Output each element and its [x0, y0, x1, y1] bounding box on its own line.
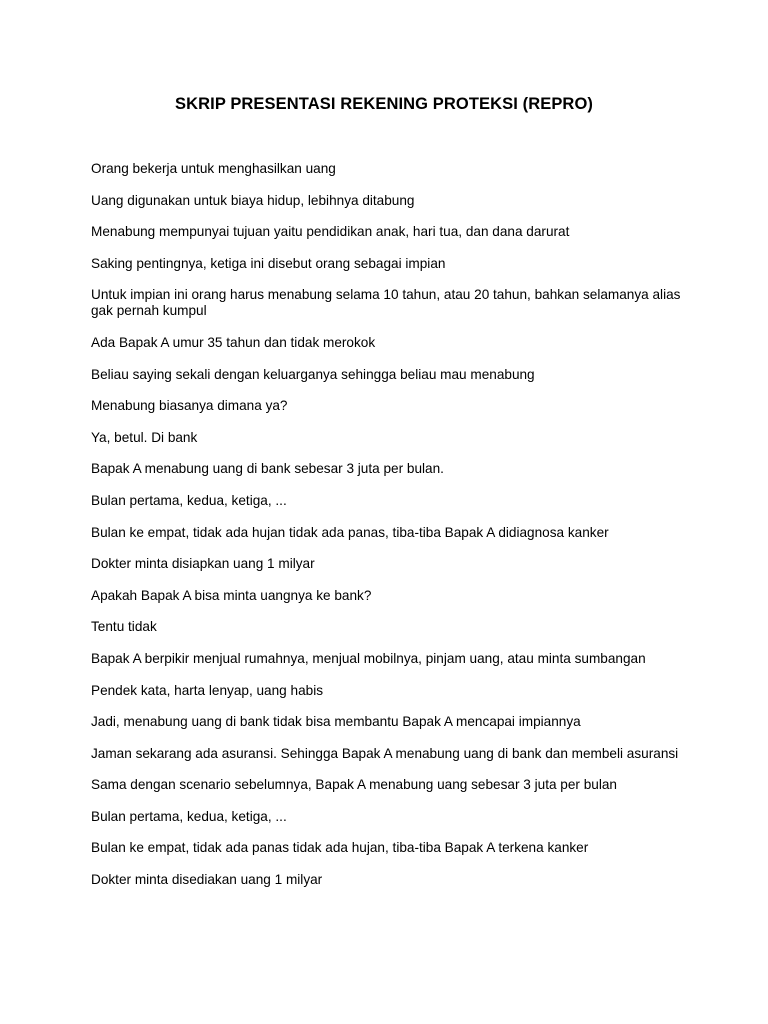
paragraph: Ada Bapak A umur 35 tahun dan tidak merokok	[91, 334, 376, 350]
paragraph: Menabung biasanya dimana ya?	[91, 398, 288, 414]
paragraph: Jaman sekarang ada asuransi. Sehingga Bapak A menabung uang di bank dan membeli asuransi	[91, 745, 679, 761]
paragraph: Beliau saying sekali dengan keluarganya sehingga beliau mau menabung	[91, 366, 535, 382]
paragraph: Dokter minta disiapkan uang 1 milyar	[91, 556, 315, 572]
paragraph: Apakah Bapak A bisa minta uangnya ke bank?	[91, 587, 372, 603]
paragraph: Sama dengan scenario sebelumnya, Bapak A menabung uang sebesar 3 juta per bulan	[91, 777, 617, 793]
paragraph: Bulan ke empat, tidak ada panas tidak ada hujan, tiba-tiba Bapak A terkena kanker	[91, 840, 589, 856]
paragraph: Orang bekerja untuk menghasilkan uang	[91, 161, 336, 176]
paragraph: Dokter minta disediakan uang 1 milyar	[91, 872, 323, 888]
paragraph: Bulan pertama, kedua, ketiga, ...	[91, 492, 287, 508]
paragraph: Saking pentingnya, ketiga ini disebut orang sebagai impian	[91, 255, 446, 271]
document-body	[91, 161, 681, 904]
paragraph: Pendek kata, harta lenyap, uang habis	[91, 682, 324, 698]
paragraph: Bulan pertama, kedua, ketiga, ...	[91, 808, 287, 824]
paragraph: Bapak A menabung uang di bank sebesar 3 juta per bulan.	[91, 461, 444, 477]
paragraph: Uang digunakan untuk biaya hidup, lebihnya ditabung	[91, 192, 415, 208]
paragraph: Bapak A berpikir menjual rumahnya, menjual mobilnya, pinjam uang, atau minta sumbangan	[91, 650, 646, 666]
paragraph: Tentu tidak	[91, 619, 157, 635]
paragraph: Untuk impian ini orang harus menabung selama 10 tahun, atau 20 tahun, bahkan selamanya alias gak pernah kumpul	[91, 287, 681, 319]
paragraph: Jadi, menabung uang di bank tidak bisa membantu Bapak A mencapai impiannya	[91, 714, 581, 730]
paragraph: Bulan ke empat, tidak ada hujan tidak ada panas, tiba-tiba Bapak A didiagnosa kanker	[91, 524, 609, 540]
document-title: SKRIP PRESENTASI REKENING PROTEKSI (REPRO)	[175, 95, 593, 113]
paragraph: Menabung mempunyai tujuan yaitu pendidikan anak, hari tua, dan dana darurat	[91, 224, 570, 240]
paragraph: Ya, betul. Di bank	[91, 429, 198, 445]
